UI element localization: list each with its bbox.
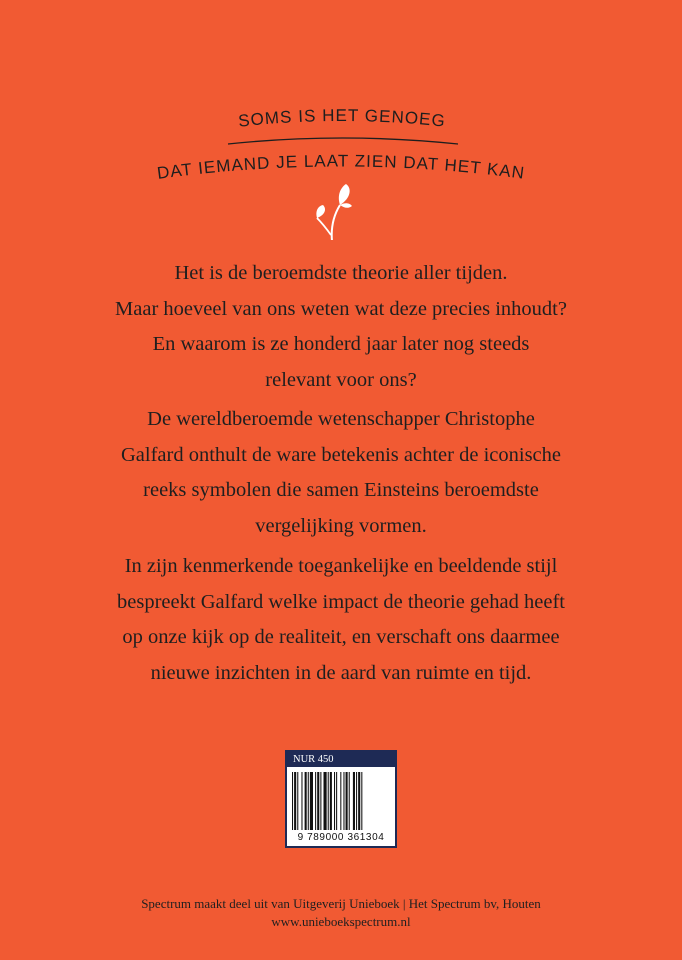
barcode-bar — [315, 772, 316, 830]
isbn-barcode — [285, 750, 397, 848]
tagline-divider — [228, 138, 458, 144]
text-line: reeks symbolen die samen Einsteins beroemdste — [143, 479, 539, 501]
text-line: nieuwe inzichten in de aard van ruimte en tijd. — [150, 661, 532, 684]
text-line: relevant voor ons? — [265, 368, 417, 391]
barcode-bar — [317, 772, 319, 830]
author-paragraph — [40, 402, 642, 544]
barcode-bar — [349, 772, 350, 830]
tagline-line-2: DAT IEMAND JE LAAT ZIEN DAT HET KAN — [155, 151, 527, 183]
barcode-bar — [292, 772, 293, 830]
barcode-bar — [320, 772, 321, 830]
barcode-bar — [343, 772, 344, 830]
tagline-line-1: SOMS IS HET GENOEG — [237, 105, 447, 131]
isbn-number: 9 789000 361304 — [297, 832, 385, 843]
text-line: In zijn kenmerkende toegankelijke en beeldende stijl — [124, 555, 558, 577]
barcode-bar — [334, 772, 335, 830]
website-link[interactable]: www.unieboekspectrum.nl — [271, 914, 411, 929]
barcode-bar — [340, 772, 341, 830]
text-line: op onze kijk op de realiteit, en verschaft ons daarmee — [122, 626, 560, 648]
barcode-bar — [358, 772, 360, 830]
barcode-bar — [328, 772, 329, 830]
style-paragraph — [40, 549, 642, 691]
barcode-bar — [353, 772, 355, 830]
tagline-block — [0, 0, 682, 240]
barcode-bar — [324, 772, 327, 830]
barcode-bar — [310, 772, 313, 830]
barcode-bar — [330, 772, 332, 830]
nur-code: NUR 450 — [287, 752, 395, 767]
barcode-bar — [297, 772, 298, 830]
barcode-bars — [292, 772, 390, 830]
text-line: Het is de beroemdste theorie aller tijden. — [174, 262, 508, 284]
barcode-bar — [336, 772, 337, 830]
text-line: Maar hoeveel van ons weten wat deze precies inhoudt? — [115, 297, 567, 320]
barcode-bar — [305, 772, 307, 830]
barcode-bar — [356, 772, 357, 830]
text-line: De wereldberoemde wetenschapper Christophe — [147, 408, 535, 430]
barcode-bar — [294, 772, 296, 830]
text-line: Galfard onthult de ware betekenis achter de iconische — [121, 443, 561, 466]
barcode-bar — [308, 772, 309, 830]
barcode-bar — [301, 772, 302, 830]
barcode-bar — [361, 772, 362, 830]
text-line: En waarom is ze honderd jaar later nog steeds — [152, 333, 530, 355]
text-line: bespreekt Galfard welke impact de theorie gehad heeft — [117, 590, 565, 613]
intro-paragraph — [40, 256, 642, 398]
publisher-line: Spectrum maakt deel uit van Uitgeverij Unieboek | Het Spectrum bv, Houten — [141, 896, 541, 911]
text-line: vergelijking vormen. — [255, 514, 427, 537]
flower-sprout-icon — [316, 184, 352, 240]
barcode-bar — [346, 772, 348, 830]
